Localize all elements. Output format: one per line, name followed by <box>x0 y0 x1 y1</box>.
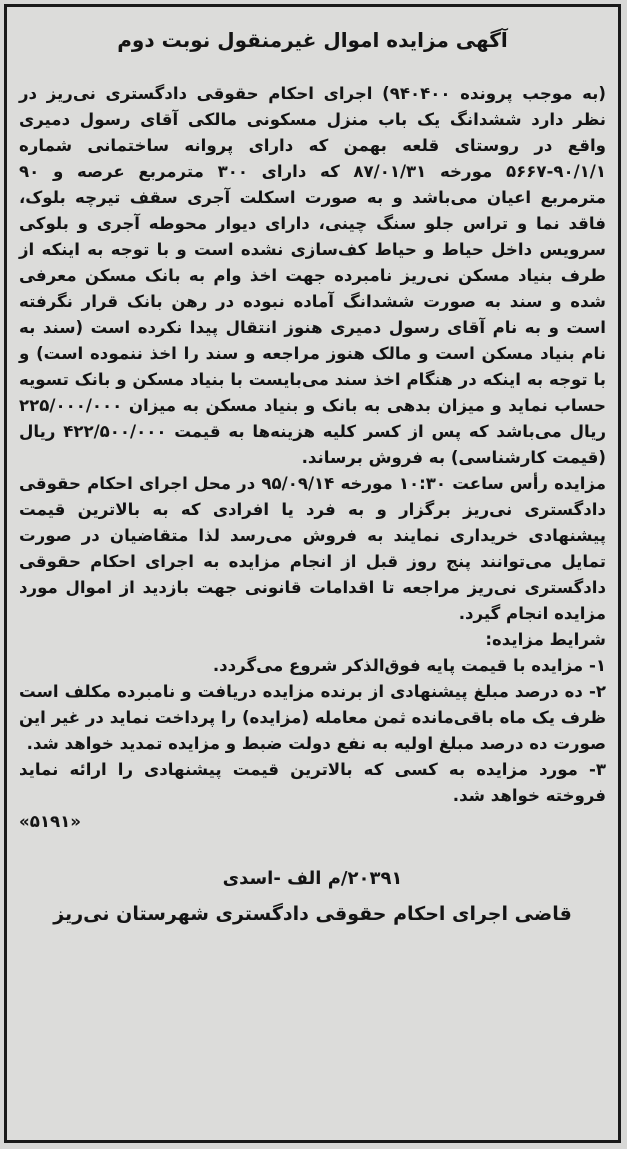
notice-content <box>19 17 606 1130</box>
signature-title: قاضی اجرای احکام حقوقی دادگستری شهرستان نی‌ریز <box>53 903 572 925</box>
notice-title: آگهی مزایده اموال غیرمنقول نوبت دوم <box>117 28 508 52</box>
notice-paragraph-1: (به موجب پرونده ۹۴۰۴۰۰) اجرای احکام حقوقی دادگستری نی‌ریز در نظر دارد ششدانگ یک باب منزل مسکونی مالکی آقای رسول دمیری واقع در روستای قلعه بهمن که دارای پروانه ساختمانی شماره ۹۰/۱/۱-۵۶۶۷ مورخه ۸۷/۰۱/۳۱ که دارای ۳۰۰ مترمربع عرصه و ۹۰ مترمربع اعیان می‌باشد و به صورت اسکلت آجری سقف تیرچه بلوک، فاقد نما و تراس جلو سنگ چینی، دارای دیوار محوطه آجری و بلوکی سرویس داخل حیاط و حیاط کف‌سازی نشده است و با توجه به اینکه از طرف بنیاد مسکن نی‌ریز نامبرده جهت اخذ وام به بانک مسکن معرفی شده و سند به صورت ششدانگ آماده نبوده در رهن بانک قرار نگرفته است و به نام آقای رسول دمیری هنوز انتقال پیدا نکرده است (سند به نام بنیاد مسکن است و مالک هنوز مراجعه و سند را اخذ ننموده است) و با توجه به اینکه در هنگام اخذ سند می‌بایست با بنیاد مسکن و بانک تسویه حساب نماید و میزان بدهی به بانک و بنیاد مسکن به میزان ۲۲۵/۰۰۰/۰۰۰ ریال می‌باشد که پس از کسر کلیه هزینه‌ها به قیمت ۴۲۲/۵۰۰/۰۰۰ ریال (قیمت کارشناسی) به فروش برساند. <box>19 84 606 467</box>
condition-item-2: ۲- ده درصد مبلغ پیشنهادی از برنده مزایده دریافت و نامبرده مکلف است ظرف یک ماه باقی‌مانده ثمن معامله (مزایده) را پرداخت نماید در غیر این صورت ده درصد مبلغ اولیه به نفع دولت ضبط و مزایده تمدید خواهد شد. <box>19 682 606 753</box>
notice-frame <box>4 4 621 1143</box>
condition-item-1: ۱- مزایده با قیمت پایه فوق‌الذکر شروع می‌گردد. <box>212 656 606 675</box>
condition-item-3: ۳- مورد مزایده به کسی که بالاترین قیمت پیشنهادی را ارائه نماید فروخته خواهد شد. <box>19 760 606 805</box>
notice-code: «۵۱۹۱» <box>19 812 81 831</box>
notice-paragraph-2: مزایده رأس ساعت ۱۰:۳۰ مورخه ۹۵/۰۹/۱۴ در محل اجرای احکام حقوقی دادگستری نی‌ریز برگزار و به فرد یا افرادی که به بالاترین قیمت پیشنهادی خریداری نمایند به فروش می‌رسد لذا متقاضیان در صورت تمایل می‌توانند پنج روز قبل از انجام مزایده به اجرای احکام حقوقی دادگستری نی‌ریز مراجعه تا اقدامات قانونی جهت بازدید از اموال مورد مزایده انجام گیرد. <box>19 474 607 623</box>
signature-number: ۲۰۳۹۱/م الف -اسدی <box>222 868 403 889</box>
conditions-heading: شرایط مزایده: <box>485 630 606 649</box>
